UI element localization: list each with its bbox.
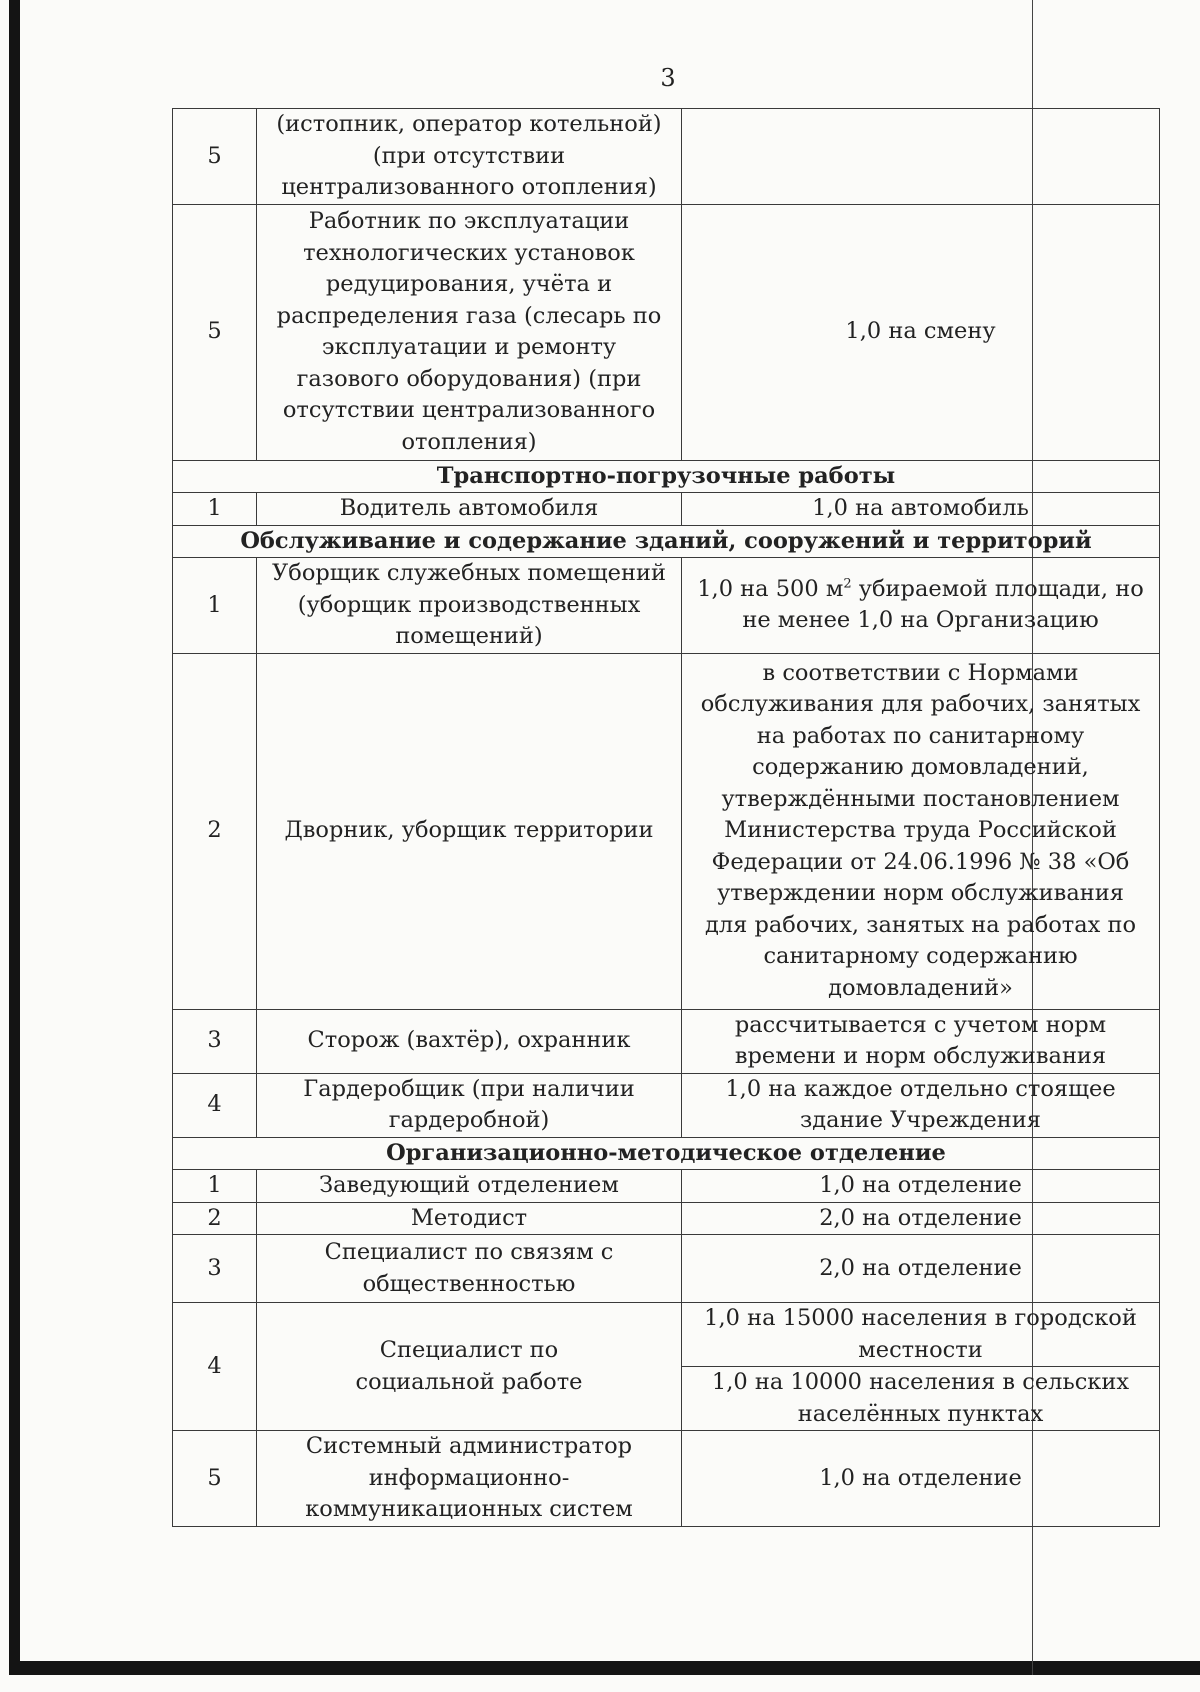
- row-number: 1: [173, 1170, 257, 1203]
- scan-edge-bottom: [9, 1661, 1200, 1675]
- row-number: 4: [173, 1073, 257, 1137]
- norm-cell-urban: 1,0 на 15000 населения в городской местности: [682, 1303, 1160, 1367]
- position-cell: Сторож (вахтёр), охранник: [257, 1009, 682, 1073]
- row-number: 1: [173, 558, 257, 654]
- norm-cell: 2,0 на отделение: [682, 1202, 1160, 1235]
- position-cell: Дворник, уборщик территории: [257, 653, 682, 1009]
- norm-cell-rural: 1,0 на 10000 населения в сельских населённых пунктах: [682, 1367, 1160, 1431]
- row-number: 5: [173, 204, 257, 460]
- section-title-buildings: Обслуживание и содержание зданий, сооружений и территорий: [173, 525, 1160, 558]
- table-row: [173, 1009, 1160, 1073]
- norm-cell: 1,0 на отделение: [682, 1431, 1160, 1527]
- section-title-transport: Транспортно-погрузочные работы: [173, 460, 1160, 493]
- row-number: 5: [173, 109, 257, 205]
- section-title-methodical: Организационно-методическое отделение: [173, 1137, 1160, 1170]
- position-cell: Водитель автомобиля: [257, 493, 682, 526]
- norm-cell: 1,0 на отделение: [682, 1170, 1160, 1203]
- position-cell: Заведующий отделением: [257, 1170, 682, 1203]
- table-row: [173, 1073, 1160, 1137]
- section-header-row: [173, 525, 1160, 558]
- norm-text: убираемой площади, но не менее 1,0 на Организацию: [742, 575, 1144, 634]
- norm-cell: 1,0 на смену: [682, 204, 1160, 460]
- table-row: [173, 493, 1160, 526]
- norm-cell: 1,0 на каждое отдельно стоящее здание Учреждения: [682, 1073, 1160, 1137]
- norm-cell: 1,0 на автомобиль: [682, 493, 1160, 526]
- position-cell: Специалист по связям с общественностью: [257, 1235, 682, 1303]
- table-row: [173, 1202, 1160, 1235]
- page-number: 3: [660, 64, 676, 92]
- row-number: 2: [173, 653, 257, 1009]
- section-header-row: [173, 1137, 1160, 1170]
- table-row: [173, 109, 1160, 205]
- position-cell: Уборщик служебных помещений (уборщик производственных помещений): [257, 558, 682, 654]
- position-cell: Работник по эксплуатации технологических установок редуцирования, учёта и распределения газа (слесарь по эксплуатации и ремонту газового оборудования) (при отсутствии централизованного отопления): [257, 204, 682, 460]
- position-cell: Системный администратор информационно-коммуникационных систем: [257, 1431, 682, 1527]
- position-cell: Методист: [257, 1202, 682, 1235]
- row-number: 3: [173, 1009, 257, 1073]
- norm-cell: в соответствии с Нормами обслуживания для рабочих, занятых на работах по санитарному содержанию домовладений, утверждёнными постановлением Министерства труда Российской Федерации от 24.06.1996 № 38 «Об утверждении норм обслуживания для рабочих, занятых на работах по санитарному содержанию домовладений»: [682, 653, 1160, 1009]
- row-number: 3: [173, 1235, 257, 1303]
- position-cell: Специалист по социальной работе: [257, 1303, 682, 1431]
- norm-cell: 2,0 на отделение: [682, 1235, 1160, 1303]
- row-number: 1: [173, 493, 257, 526]
- scan-edge-left: [9, 0, 20, 1665]
- row-number: 4: [173, 1303, 257, 1431]
- table-row: [173, 1303, 1160, 1367]
- table-row: [173, 204, 1160, 460]
- norm-cell: [682, 109, 1160, 205]
- position-cell: (истопник, оператор котельной) (при отсутствии централизованного отопления): [257, 109, 682, 205]
- staffing-norms-table: [172, 108, 1160, 1527]
- table-row: [173, 1431, 1160, 1527]
- norm-cell: рассчитывается с учетом норм времени и норм обслуживания: [682, 1009, 1160, 1073]
- position-cell: Гардеробщик (при наличии гардеробной): [257, 1073, 682, 1137]
- row-number: 2: [173, 1202, 257, 1235]
- table-row: [173, 558, 1160, 654]
- norm-text: 1,0 на 500 м: [697, 575, 844, 602]
- section-header-row: [173, 460, 1160, 493]
- norm-superscript: 2: [843, 576, 852, 592]
- table-row: [173, 1170, 1160, 1203]
- row-number: 5: [173, 1431, 257, 1527]
- table-row: [173, 1235, 1160, 1303]
- table-row: [173, 653, 1160, 1009]
- norm-cell: [682, 558, 1160, 654]
